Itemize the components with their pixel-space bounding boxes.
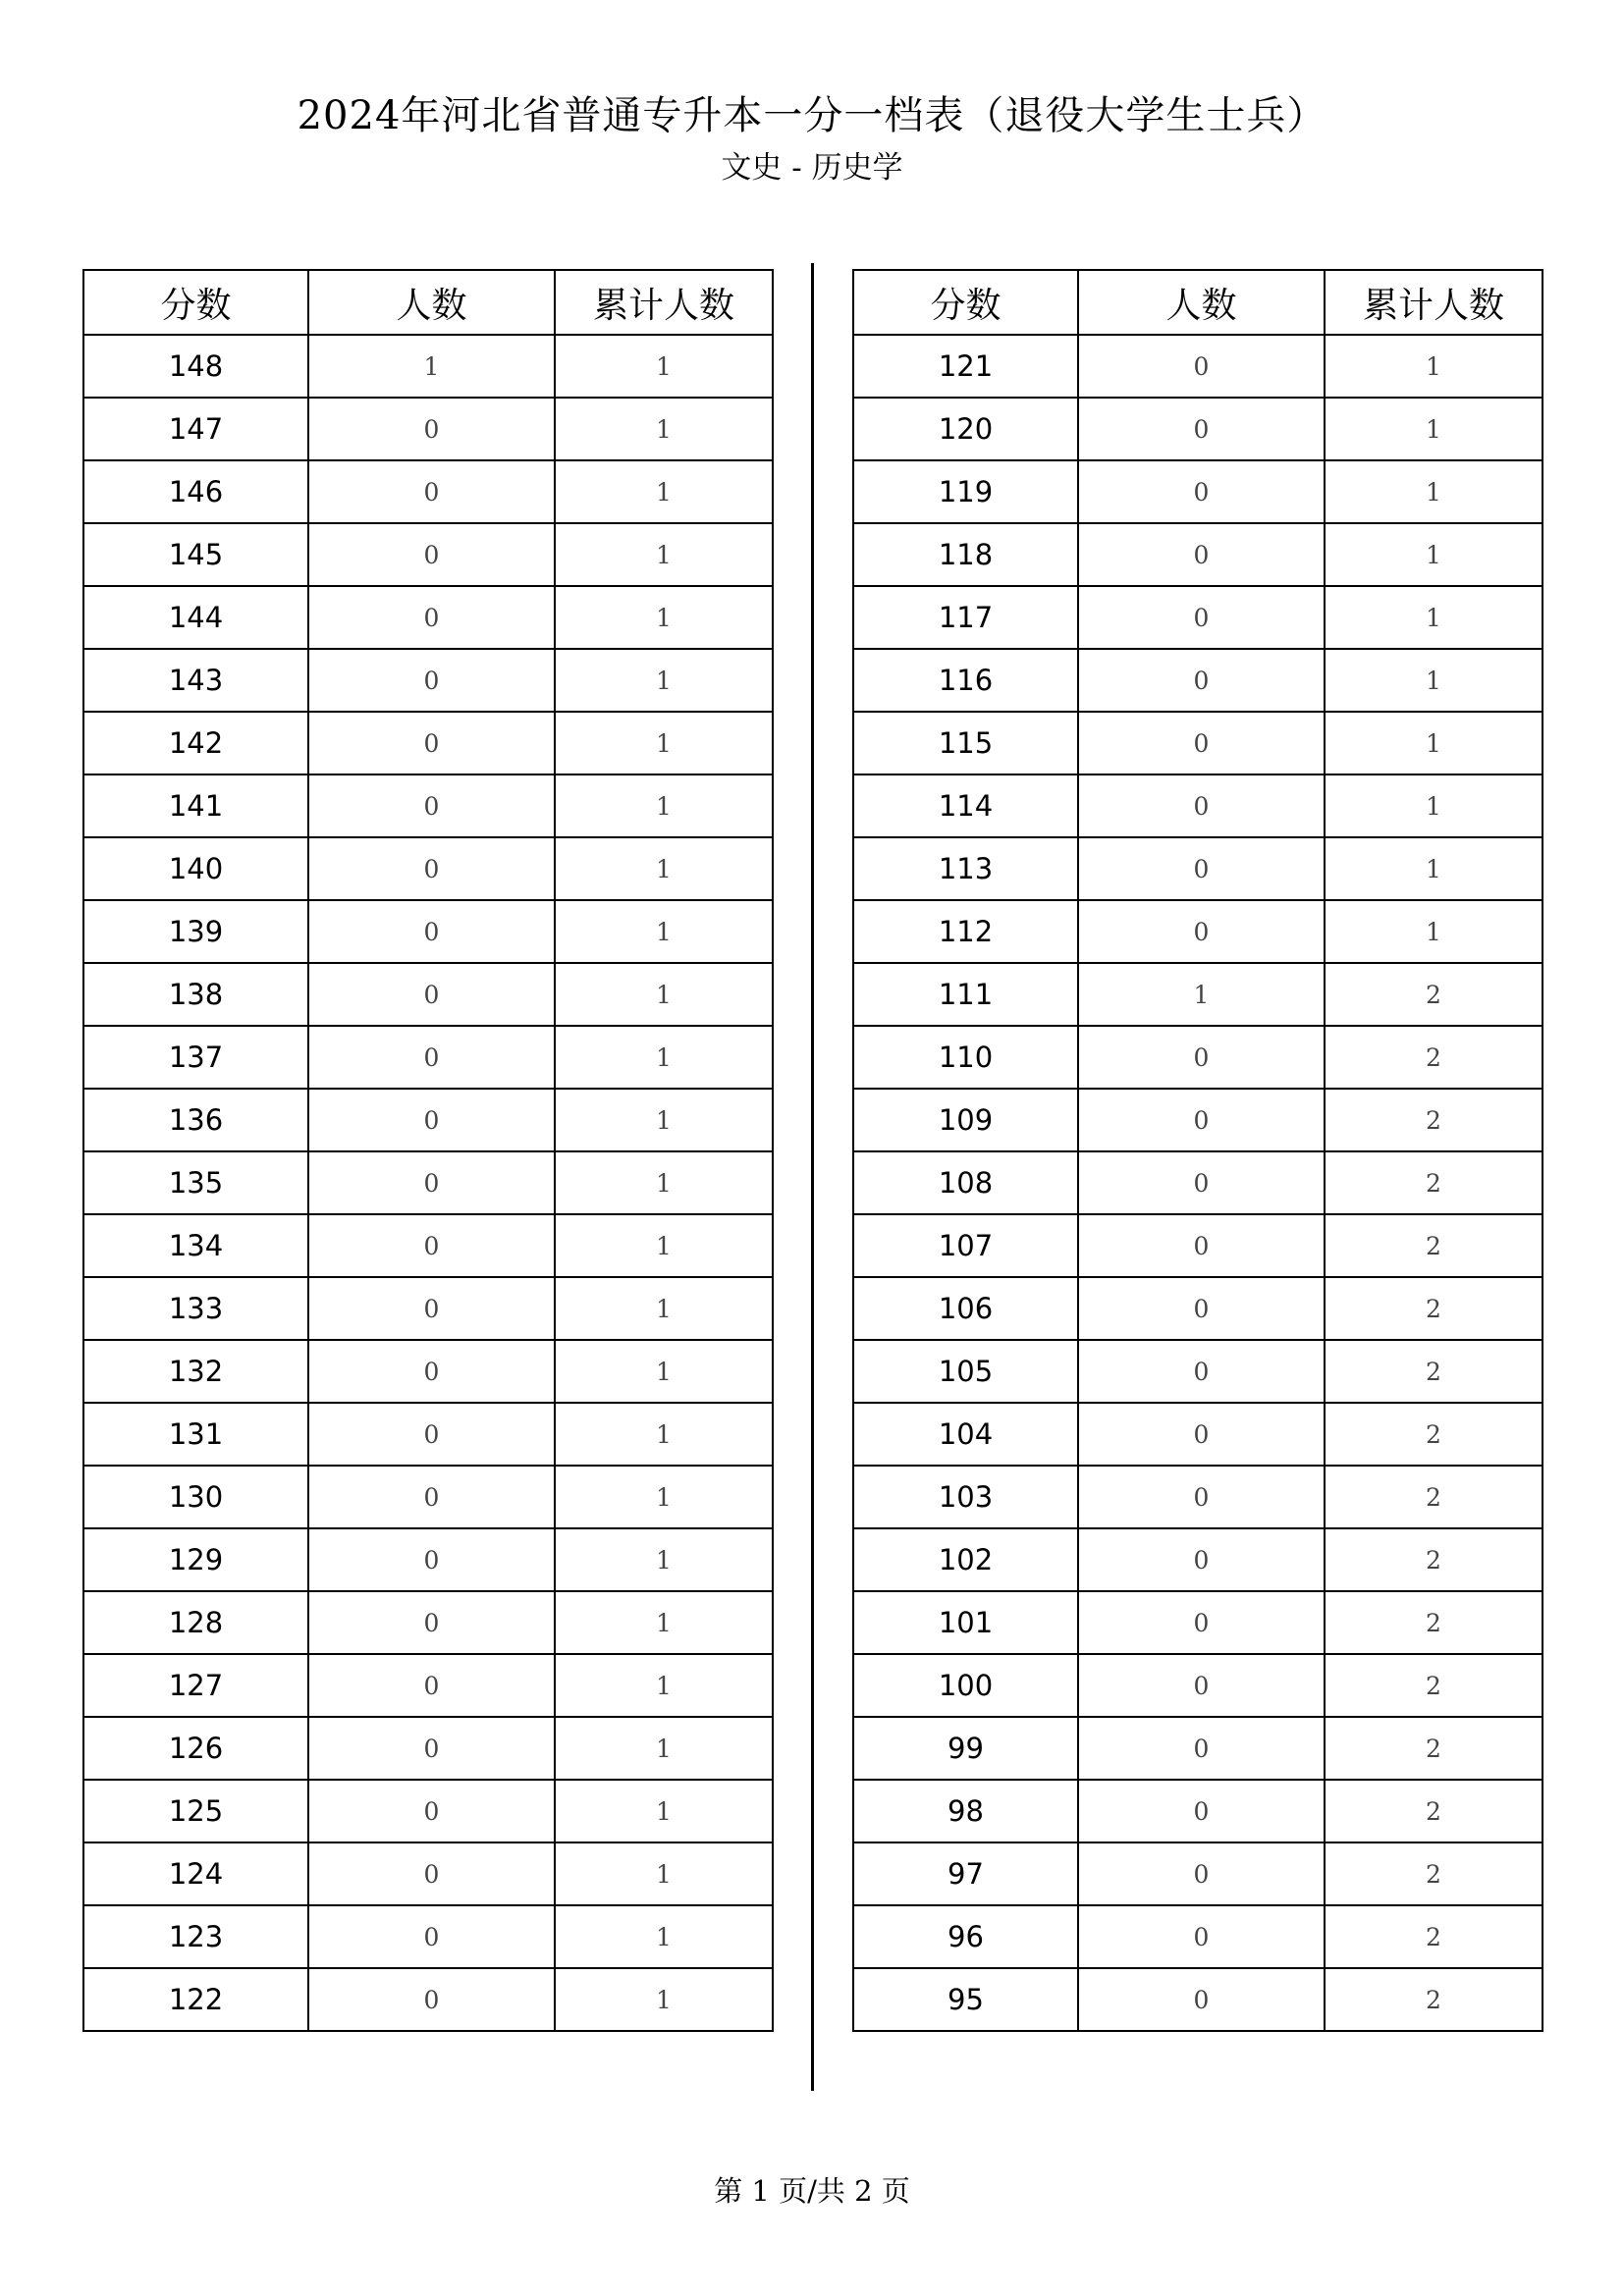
score-cell: 95	[853, 1968, 1078, 2031]
table-row	[83, 1654, 773, 1717]
cumulative-cell: 1	[1325, 712, 1543, 774]
count-cell: 0	[308, 1842, 555, 1905]
cumulative-cell: 1	[555, 460, 773, 523]
score-cell: 117	[853, 586, 1078, 649]
score-cell: 121	[853, 335, 1078, 398]
count-cell: 0	[1078, 1277, 1325, 1340]
cumulative-cell: 2	[1325, 1151, 1543, 1214]
cumulative-cell: 2	[1325, 1466, 1543, 1528]
score-cell: 145	[83, 523, 308, 586]
score-cell: 144	[83, 586, 308, 649]
table-row	[853, 963, 1543, 1026]
cumulative-cell: 1	[555, 963, 773, 1026]
score-cell: 134	[83, 1214, 308, 1277]
score-cell: 135	[83, 1151, 308, 1214]
score-cell: 101	[853, 1591, 1078, 1654]
table-row	[83, 1717, 773, 1780]
count-cell: 0	[1078, 1214, 1325, 1277]
score-cell: 99	[853, 1717, 1078, 1780]
score-cell: 106	[853, 1277, 1078, 1340]
score-cell: 118	[853, 523, 1078, 586]
count-cell: 1	[1078, 963, 1325, 1026]
count-cell: 0	[308, 1340, 555, 1403]
cumulative-cell: 1	[1325, 837, 1543, 900]
score-cell: 125	[83, 1780, 308, 1842]
score-cell: 146	[83, 460, 308, 523]
table-row	[83, 712, 773, 774]
cumulative-cell: 1	[555, 523, 773, 586]
count-cell: 0	[308, 649, 555, 712]
score-table-right	[852, 269, 1543, 2032]
score-cell: 136	[83, 1089, 308, 1151]
cumulative-cell: 1	[1325, 523, 1543, 586]
cumulative-cell: 1	[1325, 586, 1543, 649]
table-row	[83, 1340, 773, 1403]
cumulative-cell: 2	[1325, 1968, 1543, 2031]
cumulative-cell: 1	[1325, 900, 1543, 963]
count-cell: 0	[1078, 1151, 1325, 1214]
table-row	[83, 1905, 773, 1968]
table-row	[83, 1591, 773, 1654]
cumulative-cell: 1	[555, 1026, 773, 1089]
score-cell: 103	[853, 1466, 1078, 1528]
count-cell: 0	[1078, 712, 1325, 774]
count-cell: 0	[1078, 1403, 1325, 1466]
cumulative-cell: 1	[555, 586, 773, 649]
table-row	[853, 1466, 1543, 1528]
table-row	[83, 1277, 773, 1340]
score-cell: 97	[853, 1842, 1078, 1905]
table-row	[853, 1277, 1543, 1340]
score-cell: 147	[83, 398, 308, 460]
score-cell: 131	[83, 1403, 308, 1466]
count-cell: 0	[308, 1151, 555, 1214]
table-row	[853, 1528, 1543, 1591]
count-cell: 1	[308, 335, 555, 398]
cumulative-cell: 1	[555, 1842, 773, 1905]
table-row	[83, 398, 773, 460]
cumulative-cell: 1	[555, 1089, 773, 1151]
count-cell: 0	[308, 1717, 555, 1780]
table-row	[853, 1214, 1543, 1277]
table-row	[853, 1151, 1543, 1214]
table-row	[83, 1214, 773, 1277]
count-cell: 0	[1078, 1340, 1325, 1403]
table-row	[853, 837, 1543, 900]
score-cell: 126	[83, 1717, 308, 1780]
header-score: 分数	[853, 270, 1078, 335]
count-cell: 0	[1078, 398, 1325, 460]
table-row	[853, 398, 1543, 460]
table-row	[853, 1654, 1543, 1717]
score-cell: 100	[853, 1654, 1078, 1717]
count-cell: 0	[1078, 649, 1325, 712]
table-row	[83, 1151, 773, 1214]
table-row	[853, 900, 1543, 963]
table-header-row	[853, 270, 1543, 335]
table-row	[853, 1403, 1543, 1466]
cumulative-cell: 2	[1325, 1905, 1543, 1968]
table-row	[853, 523, 1543, 586]
header-score: 分数	[83, 270, 308, 335]
score-cell: 116	[853, 649, 1078, 712]
count-cell: 0	[1078, 335, 1325, 398]
table-row	[83, 1842, 773, 1905]
score-cell: 102	[853, 1528, 1078, 1591]
score-cell: 107	[853, 1214, 1078, 1277]
cumulative-cell: 2	[1325, 1591, 1543, 1654]
cumulative-cell: 1	[555, 1591, 773, 1654]
score-cell: 96	[853, 1905, 1078, 1968]
count-cell: 0	[308, 963, 555, 1026]
score-cell: 141	[83, 774, 308, 837]
table-row	[83, 649, 773, 712]
table-header-row	[83, 270, 773, 335]
count-cell: 0	[1078, 1905, 1325, 1968]
cumulative-cell: 2	[1325, 1654, 1543, 1717]
score-cell: 114	[853, 774, 1078, 837]
cumulative-cell: 2	[1325, 963, 1543, 1026]
count-cell: 0	[308, 1089, 555, 1151]
cumulative-cell: 1	[555, 1717, 773, 1780]
table-row	[853, 1968, 1543, 2031]
score-cell: 129	[83, 1528, 308, 1591]
cumulative-cell: 2	[1325, 1340, 1543, 1403]
cumulative-cell: 1	[555, 1403, 773, 1466]
count-cell: 0	[308, 1528, 555, 1591]
count-cell: 0	[1078, 1842, 1325, 1905]
count-cell: 0	[308, 1905, 555, 1968]
count-cell: 0	[308, 1591, 555, 1654]
count-cell: 0	[1078, 460, 1325, 523]
score-cell: 104	[853, 1403, 1078, 1466]
table-row	[83, 1528, 773, 1591]
count-cell: 0	[308, 1780, 555, 1842]
score-cell: 128	[83, 1591, 308, 1654]
cumulative-cell: 1	[555, 1214, 773, 1277]
score-cell: 130	[83, 1466, 308, 1528]
count-cell: 0	[1078, 1780, 1325, 1842]
count-cell: 0	[308, 774, 555, 837]
score-cell: 137	[83, 1026, 308, 1089]
cumulative-cell: 1	[1325, 649, 1543, 712]
count-cell: 0	[1078, 900, 1325, 963]
table-row	[853, 460, 1543, 523]
cumulative-cell: 2	[1325, 1717, 1543, 1780]
score-cell: 143	[83, 649, 308, 712]
score-cell: 148	[83, 335, 308, 398]
score-cell: 138	[83, 963, 308, 1026]
count-cell: 0	[1078, 837, 1325, 900]
count-cell: 0	[1078, 1717, 1325, 1780]
cumulative-cell: 1	[555, 1151, 773, 1214]
table-row	[853, 335, 1543, 398]
table-row	[853, 1591, 1543, 1654]
score-cell: 110	[853, 1026, 1078, 1089]
score-cell: 105	[853, 1340, 1078, 1403]
score-cell: 115	[853, 712, 1078, 774]
cumulative-cell: 2	[1325, 1277, 1543, 1340]
count-cell: 0	[1078, 1026, 1325, 1089]
count-cell: 0	[308, 1214, 555, 1277]
count-cell: 0	[1078, 1089, 1325, 1151]
table-row	[853, 1905, 1543, 1968]
count-cell: 0	[308, 460, 555, 523]
table-row	[83, 774, 773, 837]
cumulative-cell: 1	[555, 1780, 773, 1842]
page-subtitle: 文史 - 历史学	[721, 150, 903, 186]
cumulative-cell: 1	[555, 774, 773, 837]
table-row	[83, 1780, 773, 1842]
cumulative-cell: 1	[1325, 460, 1543, 523]
cumulative-cell: 1	[555, 837, 773, 900]
count-cell: 0	[1078, 1591, 1325, 1654]
table-row	[83, 963, 773, 1026]
count-cell: 0	[308, 1277, 555, 1340]
cumulative-cell: 1	[555, 900, 773, 963]
cumulative-cell: 2	[1325, 1780, 1543, 1842]
score-cell: 123	[83, 1905, 308, 1968]
count-cell: 0	[308, 586, 555, 649]
table-row	[853, 649, 1543, 712]
table-row	[83, 1466, 773, 1528]
score-cell: 122	[83, 1968, 308, 2031]
cumulative-cell: 1	[555, 1277, 773, 1340]
cumulative-cell: 2	[1325, 1214, 1543, 1277]
header-cumulative: 累计人数	[555, 270, 773, 335]
table-row	[853, 1842, 1543, 1905]
count-cell: 0	[1078, 586, 1325, 649]
table-row	[853, 712, 1543, 774]
cumulative-cell: 2	[1325, 1528, 1543, 1591]
score-cell: 112	[853, 900, 1078, 963]
table-row	[83, 1089, 773, 1151]
page-title: 2024年河北省普通专升本一分一档表（退役大学生士兵）	[297, 93, 1327, 138]
table-row	[853, 1089, 1543, 1151]
count-cell: 0	[1078, 1968, 1325, 2031]
count-cell: 0	[308, 398, 555, 460]
score-cell: 139	[83, 900, 308, 963]
table-row	[83, 1026, 773, 1089]
cumulative-cell: 1	[1325, 398, 1543, 460]
header-cumulative: 累计人数	[1325, 270, 1543, 335]
count-cell: 0	[308, 712, 555, 774]
cumulative-cell: 2	[1325, 1403, 1543, 1466]
count-cell: 0	[1078, 1528, 1325, 1591]
table-row	[83, 837, 773, 900]
page-footer: 第 1 页/共 2 页	[714, 2174, 910, 2208]
score-cell: 119	[853, 460, 1078, 523]
score-cell: 120	[853, 398, 1078, 460]
cumulative-cell: 1	[1325, 335, 1543, 398]
cumulative-cell: 1	[555, 1905, 773, 1968]
score-cell: 124	[83, 1842, 308, 1905]
table-row	[83, 460, 773, 523]
count-cell: 0	[1078, 523, 1325, 586]
score-cell: 98	[853, 1780, 1078, 1842]
cumulative-cell: 2	[1325, 1842, 1543, 1905]
table-row	[83, 586, 773, 649]
column-divider	[811, 263, 814, 2091]
cumulative-cell: 1	[555, 649, 773, 712]
count-cell: 0	[308, 523, 555, 586]
count-cell: 0	[308, 900, 555, 963]
table-row	[83, 1968, 773, 2031]
table-row	[83, 335, 773, 398]
table-row	[853, 774, 1543, 837]
count-cell: 0	[1078, 1466, 1325, 1528]
table-row	[853, 1026, 1543, 1089]
cumulative-cell: 1	[555, 1654, 773, 1717]
score-cell: 113	[853, 837, 1078, 900]
table-row	[853, 1780, 1543, 1842]
table-row	[853, 1717, 1543, 1780]
score-cell: 109	[853, 1089, 1078, 1151]
score-cell: 111	[853, 963, 1078, 1026]
table-row	[853, 586, 1543, 649]
count-cell: 0	[308, 1968, 555, 2031]
table-row	[83, 1403, 773, 1466]
count-cell: 0	[308, 1466, 555, 1528]
cumulative-cell: 2	[1325, 1026, 1543, 1089]
header-count: 人数	[1078, 270, 1325, 335]
score-cell: 132	[83, 1340, 308, 1403]
count-cell: 0	[308, 837, 555, 900]
count-cell: 0	[308, 1654, 555, 1717]
score-cell: 133	[83, 1277, 308, 1340]
score-cell: 140	[83, 837, 308, 900]
count-cell: 0	[1078, 774, 1325, 837]
count-cell: 0	[308, 1026, 555, 1089]
cumulative-cell: 1	[555, 712, 773, 774]
count-cell: 0	[1078, 1654, 1325, 1717]
score-cell: 108	[853, 1151, 1078, 1214]
score-cell: 142	[83, 712, 308, 774]
cumulative-cell: 1	[555, 335, 773, 398]
table-row	[83, 900, 773, 963]
cumulative-cell: 1	[555, 398, 773, 460]
score-cell: 127	[83, 1654, 308, 1717]
table-row	[83, 523, 773, 586]
cumulative-cell: 1	[555, 1968, 773, 2031]
cumulative-cell: 1	[1325, 774, 1543, 837]
table-row	[853, 1340, 1543, 1403]
header-count: 人数	[308, 270, 555, 335]
cumulative-cell: 1	[555, 1466, 773, 1528]
count-cell: 0	[308, 1403, 555, 1466]
cumulative-cell: 2	[1325, 1089, 1543, 1151]
score-table-left	[82, 269, 774, 2032]
cumulative-cell: 1	[555, 1340, 773, 1403]
cumulative-cell: 1	[555, 1528, 773, 1591]
